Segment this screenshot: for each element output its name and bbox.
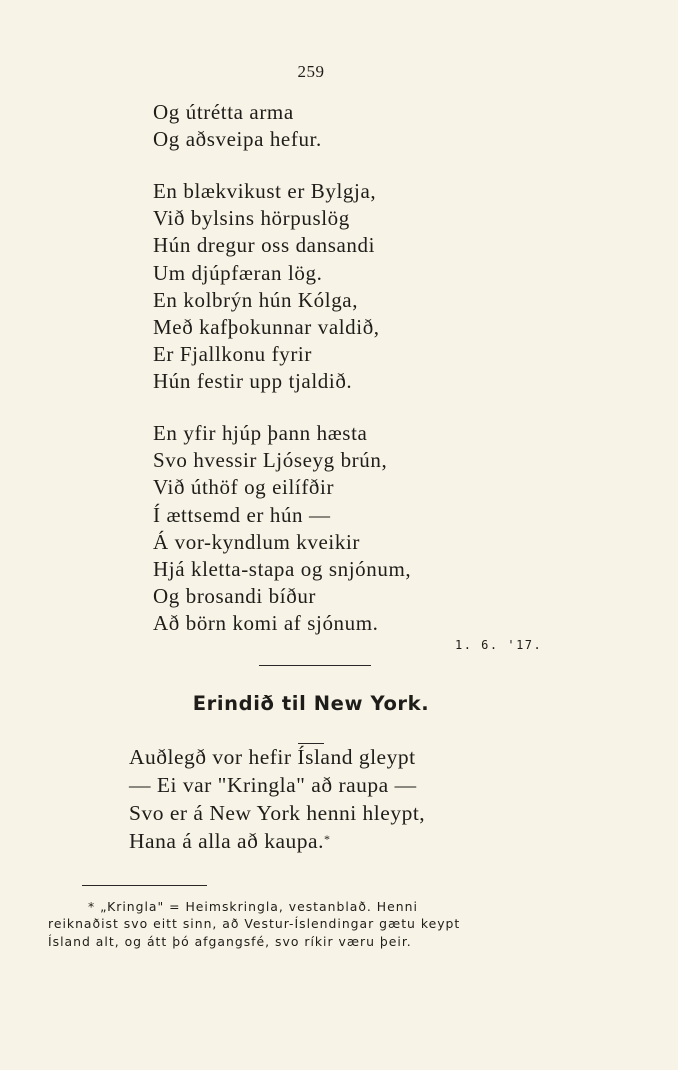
verse-line: Og brosandi bíður [153,584,317,609]
stanza-2 [153,178,573,396]
page-number: 259 [297,62,325,81]
poem-title: Erindið til New York. [192,692,430,715]
footnote [48,898,588,950]
verse-line: Hún dregur oss dansandi [153,233,376,258]
footnote-marker: * [323,832,331,846]
poem-date: 1. 6. '17. [455,638,543,652]
stanza-3 [153,420,573,638]
verse-line: Og aðsveipa hefur. [153,127,322,152]
verse-line: Um djúpfæran lög. [153,260,323,285]
verse-line: En kolbrýn hún Kólga, [153,287,359,312]
footnote-line: * „Kringla" = Heimskringla, vestanblað. Henni [88,899,418,914]
footnote-line: Ísland alt, og átt þó afgangsfé, svo ríkir væru þeir. [48,933,412,949]
stanza-1 [153,99,573,153]
verse-line-with-footnote [129,827,549,855]
footnote-line: reiknaðist svo eitt sinn, að Vestur-Íslendingar gætu keypt [48,916,461,932]
verse-line: Á vor-kyndlum kveikir [153,529,360,554]
verse-line: Hún festir upp tjaldið. [153,369,353,394]
verse-line: — Ei var "Kringla" að raupa — [129,773,417,797]
verse-line: Með kafþokunnar valdið, [153,315,380,340]
stanza-4 [129,743,549,855]
verse-line: Auðlegð vor hefir Ísland gleypt [129,745,416,769]
verse-line: Hjá kletta-stapa og snjónum, [153,557,412,582]
verse-line: En yfir hjúp þann hæsta [153,421,368,445]
verse-line: En blækvikust er Bylgja, [153,179,377,203]
verse-line-text: Hana á alla að kaupa. [129,829,324,853]
verse-line: Við úthöf og eilífðir [153,475,335,500]
verse-line: Svo er á New York henni hleypt, [129,801,426,825]
verse-line: Og útrétta arma [153,100,294,124]
verse-line: Er Fjallkonu fyrir [153,342,312,367]
verse-line: Svo hvessir Ljóseyg brún, [153,448,388,473]
section-divider [259,665,371,666]
verse-line: Í ættsemd er hún — [153,502,331,527]
footnote-divider [82,885,207,886]
verse-line: Að börn komi af sjónum. [153,611,379,636]
verse-line: Við bylsins hörpuslög [153,206,350,231]
